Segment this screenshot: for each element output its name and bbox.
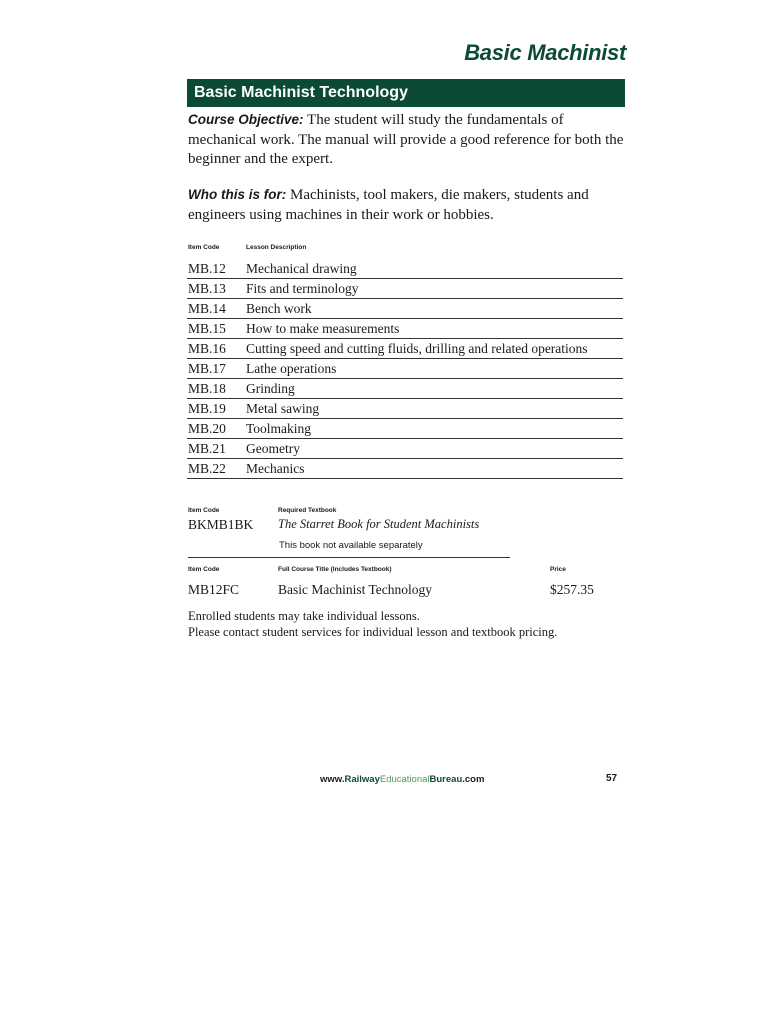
audience-label: Who this is for: bbox=[188, 187, 287, 202]
course-objective-label: Course Objective: bbox=[188, 112, 304, 127]
url-part-bureau: Bureau bbox=[429, 774, 463, 785]
course-title-banner: Basic Machinist Technology bbox=[187, 79, 625, 107]
item-code: MB.12 bbox=[188, 261, 226, 276]
item-code: MB.14 bbox=[188, 301, 226, 316]
lesson-description: Cutting speed and cutting fluids, drilling and related operations bbox=[246, 341, 588, 356]
lesson-description: Grinding bbox=[246, 381, 295, 396]
table-row bbox=[187, 259, 623, 279]
fullcourse-price: $257.35 bbox=[550, 582, 594, 597]
item-code: MB.21 bbox=[188, 441, 226, 456]
textbook-item-code: BKMB1BK bbox=[188, 517, 254, 532]
textbook-title: The Starret Book for Student Machinists bbox=[278, 517, 480, 531]
fullcourse-title: Basic Machinist Technology bbox=[278, 582, 433, 597]
lesson-description: Geometry bbox=[246, 441, 300, 456]
item-code: MB.13 bbox=[188, 281, 226, 296]
item-code: MB.20 bbox=[188, 421, 226, 436]
notes-line-2: Please contact student services for individual lesson and textbook pricing. bbox=[188, 625, 558, 639]
item-code: MB.19 bbox=[188, 401, 226, 416]
url-suffix: .com bbox=[462, 774, 485, 785]
audience-text: Machinists, tool makers, die makers, students and engineers using machines in their work or hobbies. bbox=[188, 187, 589, 223]
item-code: MB.22 bbox=[188, 461, 226, 476]
course-objective bbox=[188, 110, 628, 170]
table-row bbox=[187, 439, 623, 459]
table-row bbox=[187, 419, 623, 439]
table-row bbox=[187, 339, 623, 359]
course-objective-text: The student will study the fundamentals of mechanical work. The manual will provide a good reference for both the beginner and the expert. bbox=[188, 112, 624, 167]
table-row bbox=[187, 359, 623, 379]
divider bbox=[188, 557, 510, 558]
fullcourse-col-code-header: Item Code bbox=[188, 566, 220, 573]
item-code: MB.15 bbox=[188, 321, 226, 336]
table-row bbox=[187, 379, 623, 399]
fullcourse-col-price-header: Price bbox=[550, 566, 566, 573]
lessons-table bbox=[187, 259, 623, 479]
table-row bbox=[187, 319, 623, 339]
fullcourse-item-code: MB12FC bbox=[188, 582, 240, 597]
section-title: Basic Machinist bbox=[464, 40, 626, 65]
lesson-description: Metal sawing bbox=[246, 401, 320, 416]
textbook-availability-note: This book not available separately bbox=[279, 540, 423, 551]
table-row bbox=[187, 459, 623, 479]
lesson-description: Toolmaking bbox=[246, 421, 312, 436]
audience bbox=[188, 185, 628, 225]
lesson-description: How to make measurements bbox=[246, 321, 400, 336]
notes-line-1: Enrolled students may take individual lessons. bbox=[188, 609, 420, 623]
lessons-col-desc-header: Lesson Description bbox=[246, 244, 307, 251]
lesson-description: Bench work bbox=[246, 301, 312, 316]
lesson-description: Lathe operations bbox=[246, 361, 337, 376]
website-link[interactable] bbox=[320, 774, 484, 785]
url-part-railway: Railway bbox=[344, 774, 380, 785]
lesson-description: Mechanical drawing bbox=[246, 261, 357, 276]
item-code: MB.16 bbox=[188, 341, 226, 356]
page-number: 57 bbox=[606, 773, 618, 784]
item-code: MB.17 bbox=[188, 361, 226, 376]
lessons-col-code-header: Item Code bbox=[188, 244, 220, 251]
table-row bbox=[187, 299, 623, 319]
table-row bbox=[187, 279, 623, 299]
url-part-educational: Educational bbox=[379, 774, 430, 785]
lesson-description: Fits and terminology bbox=[246, 281, 359, 296]
table-row bbox=[187, 399, 623, 419]
fullcourse-col-title-header: Full Course Title (Includes Textbook) bbox=[278, 566, 392, 573]
textbook-col-code-header: Item Code bbox=[188, 507, 220, 514]
textbook-col-title-header: Required Textbook bbox=[278, 507, 337, 514]
lesson-description: Mechanics bbox=[246, 461, 305, 476]
item-code: MB.18 bbox=[188, 381, 226, 396]
url-prefix: www. bbox=[320, 774, 345, 785]
